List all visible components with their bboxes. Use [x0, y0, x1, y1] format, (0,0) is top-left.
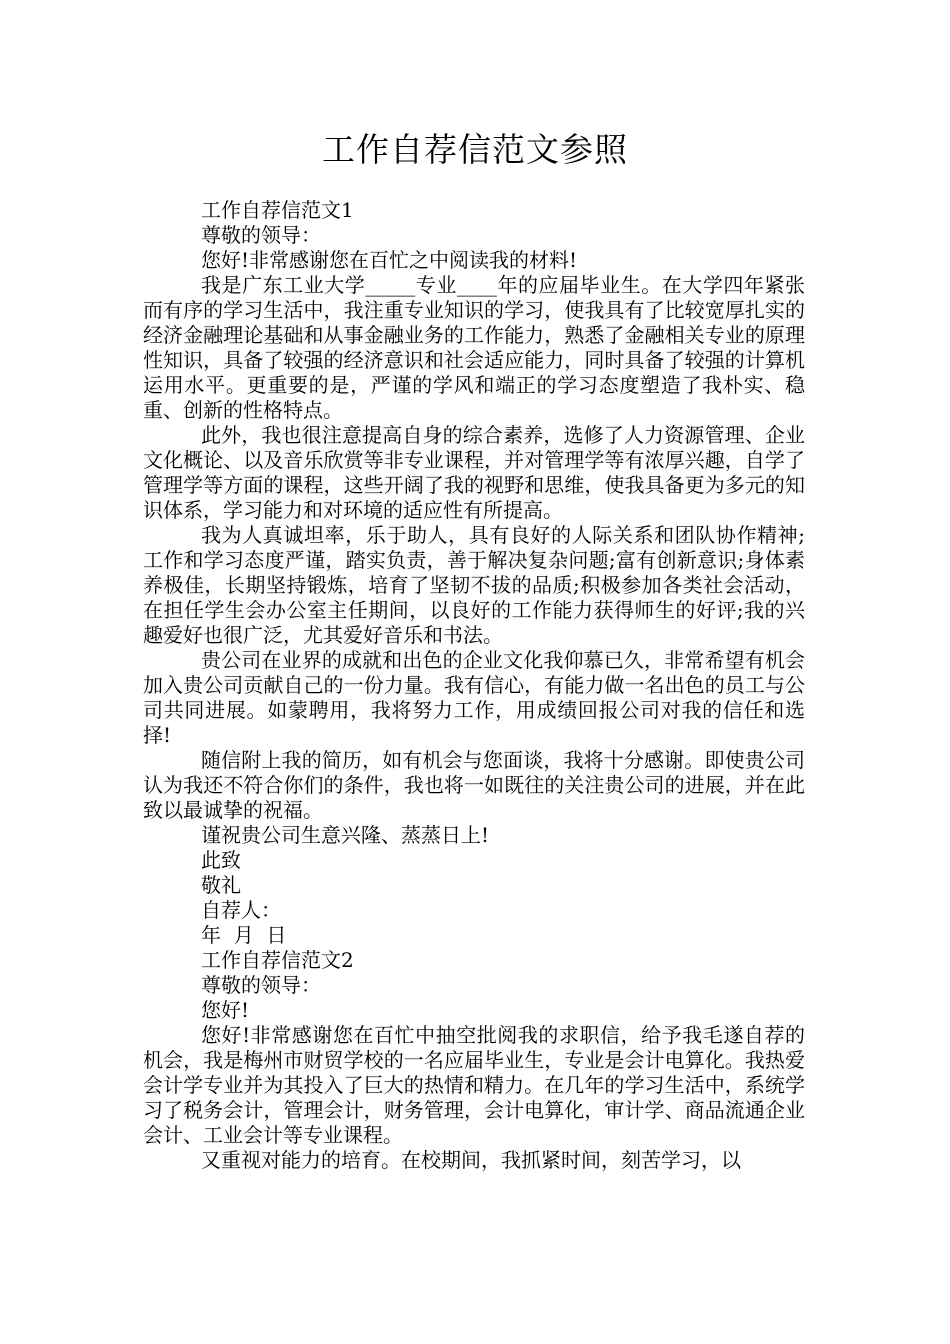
letter1-date: 年 月 日 [201, 923, 287, 947]
letter2-paragraph: 您好!非常感谢您在百忙中抽空批阅我的求职信，给予我毛遂自荐的机会，我是梅州市财贸学校的一名应届毕业生，专业是会计电算化。我热爱会计学专业并为其投入了巨大的热情和精力。在几年的学习生活中，系统学习了税务会计，管理会计，财务管理，会计电算化，审计学、商品流通企业会计、工业会计等专业课程。 [143, 1023, 805, 1147]
letter1-salutation: 尊敬的领导： [201, 223, 321, 247]
letter1-paragraph: 此外，我也很注意提高自身的综合素养，选修了人力资源管理、企业文化概论、以及音乐欣赏等非专业课程，并对管理学等有浓厚兴趣，自学了管理学等方面的课程，这些开阔了我的视野和思维，使我具备更为多元的知识体系，学习能力和对环境的适应性有所提高。 [143, 423, 805, 522]
letter1-paragraph: 贵公司在业界的成就和出色的企业文化我仰慕已久，非常希望有机会加入贵公司贡献自己的一份力量。我有信心，有能力做一名出色的员工与公司共同进展。如蒙聘用，我将努力工作，用成绩回报公司对我的信任和选择! [143, 648, 805, 747]
letter2-heading: 工作自荐信范文2 [201, 948, 354, 972]
letter1-closing-2: 敬礼 [201, 873, 241, 897]
letter1-paragraph: 我是广东工业大学_____专业____年的应届毕业生。在大学四年紧张而有序的学习生活中，我注重专业知识的学习，使我具有了比较宽厚扎实的经济金融理论基础和从事金融业务的工作能力，熟悉了金融相关专业的原理性知识，具备了较强的经济意识和社会适应能力，同时具备了较强的计算机运用水平。更重要的是，严谨的学风和端正的学习态度塑造了我朴实、稳重、创新的性格特点。 [143, 273, 805, 422]
letter2-greeting: 您好! [201, 998, 250, 1022]
document-body [143, 198, 805, 1173]
letter1-heading: 工作自荐信范文1 [201, 198, 354, 222]
letter1-greeting: 您好!非常感谢您在百忙之中阅读我的材料! [201, 248, 578, 272]
letter1-paragraph: 我为人真诚坦率，乐于助人，具有良好的人际关系和团队协作精神;工作和学习态度严谨，踏实负责，善于解决复杂问题;富有创新意识;身体素养极佳，长期坚持锻炼，培育了坚韧不拔的品质;积极参加各类社会活动，在担任学生会办公室主任期间，以良好的工作能力获得师生的好评;我的兴趣爱好也很广泛，尤其爱好音乐和书法。 [143, 523, 805, 647]
letter1-wishes: 谨祝贵公司生意兴隆、蒸蒸日上! [201, 823, 490, 847]
letter1-paragraph: 随信附上我的简历，如有机会与您面谈，我将十分感谢。即使贵公司认为我还不符合你们的条件，我也将一如既往的关注贵公司的进展，并在此致以最诚挚的祝福。 [143, 748, 805, 822]
letter2-salutation: 尊敬的领导： [201, 973, 321, 997]
letter1-closing-1: 此致 [201, 848, 241, 872]
page-title: 工作自荐信范文参照 [322, 130, 628, 169]
letter1-signature: 自荐人： [201, 898, 281, 922]
letter2-paragraph: 又重视对能力的培育。在校期间，我抓紧时间，刻苦学习，以 [201, 1148, 741, 1172]
